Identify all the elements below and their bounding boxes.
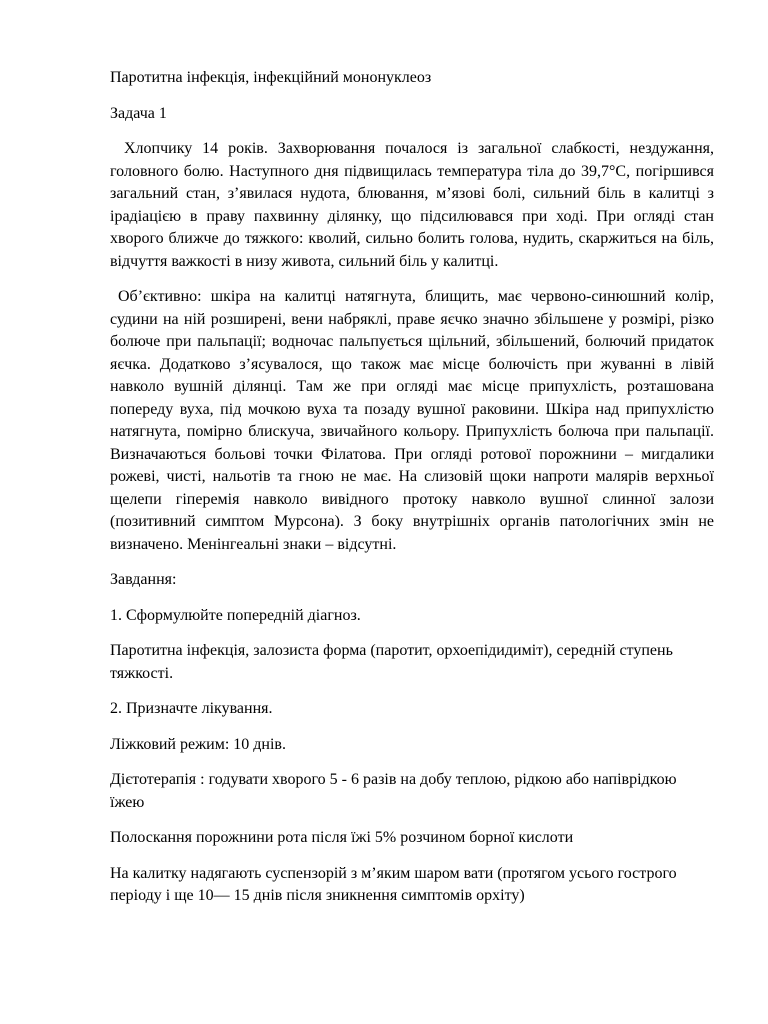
- document-title: Паротитна інфекція, інфекційний мононуклеоз: [110, 69, 432, 86]
- task-heading: Задача 1: [110, 104, 167, 122]
- case-paragraph-2: Об’єктивно: шкіра на калитці натягнута, блищить, має червоно-синюшний колір, судини на ній розширені, вени набряклі, праве яєчко значно збільшене у розмірі, різко болюче при пальпації; водночас пальпується щільний, збільшений, болючий придаток яєчка. Додатково з’ясувалося, що також має місце болючість при жуванні в лівій навколо вушній ділянці. Там же при огляді має місце припухлість, розташована попереду вуха, під мочкою вуха та позаду вушної раковини. Шкіра над припухлістю натягнута, помірно блискуча, звичайного кольору. Припухлість болюча при пальпації. Визначаються больові точки Філатова. При огляді ротової порожнини – мигдалики рожеві, чисті, нальотів та гною не має. На слизовій щоки напроти малярів верхньої щелепи гіперемія навколо вивідного протоку навколо вушної слинної залози (позитивний симптом Мурсона). З боку внутрішніх органів патологічних змін не визначено. Менінгеальні знаки – відсутні.: [110, 288, 714, 553]
- task-1-answer: Паротитна інфекція, залозиста форма (паротит, орхоепідидиміт), середній ступень тяжкості.: [110, 642, 673, 682]
- task-2-question: 2. Призначте лікування.: [110, 700, 273, 717]
- case-paragraph-1: Хлопчику 14 років. Захворювання почалося із загальної слабкості, нездужання, головного болю. Наступного дня підвищилась температура тіла до 39,7°С, погіршився загальний стан, з’явилася нудота, блювання, м’язові болі, сильний біль в калитці з ірадіацією в праву пахвинну ділянку, що підсилювався при ході. При огляді стан хворого ближче до тяжкого: кволий, сильно болить голова, нудить, скаржиться на біль, відчуття важкості в низу живота, сильний біль у калитці.: [110, 140, 714, 270]
- treatment-rinse: Полоскання порожнини рота після їжі 5% розчином борної кислоти: [110, 829, 574, 846]
- treatment-suspensory: На калитку надягають суспензорій з м’яким шаром вати (протягом усього гострого періоду і ще 10— 15 днів після зникнення симптомів орхіту): [110, 864, 677, 904]
- treatment-bed-rest: Ліжковий режим: 10 днів.: [110, 735, 286, 753]
- treatment-diet: Дієтотерапія : годувати хворого 5 - 6 разів на добу теплою, рідкою або напіврідкою їжею: [110, 771, 677, 811]
- task-1-question: 1. Сформулюйте попередній діагноз.: [110, 606, 361, 624]
- tasks-heading: Завдання:: [110, 571, 177, 588]
